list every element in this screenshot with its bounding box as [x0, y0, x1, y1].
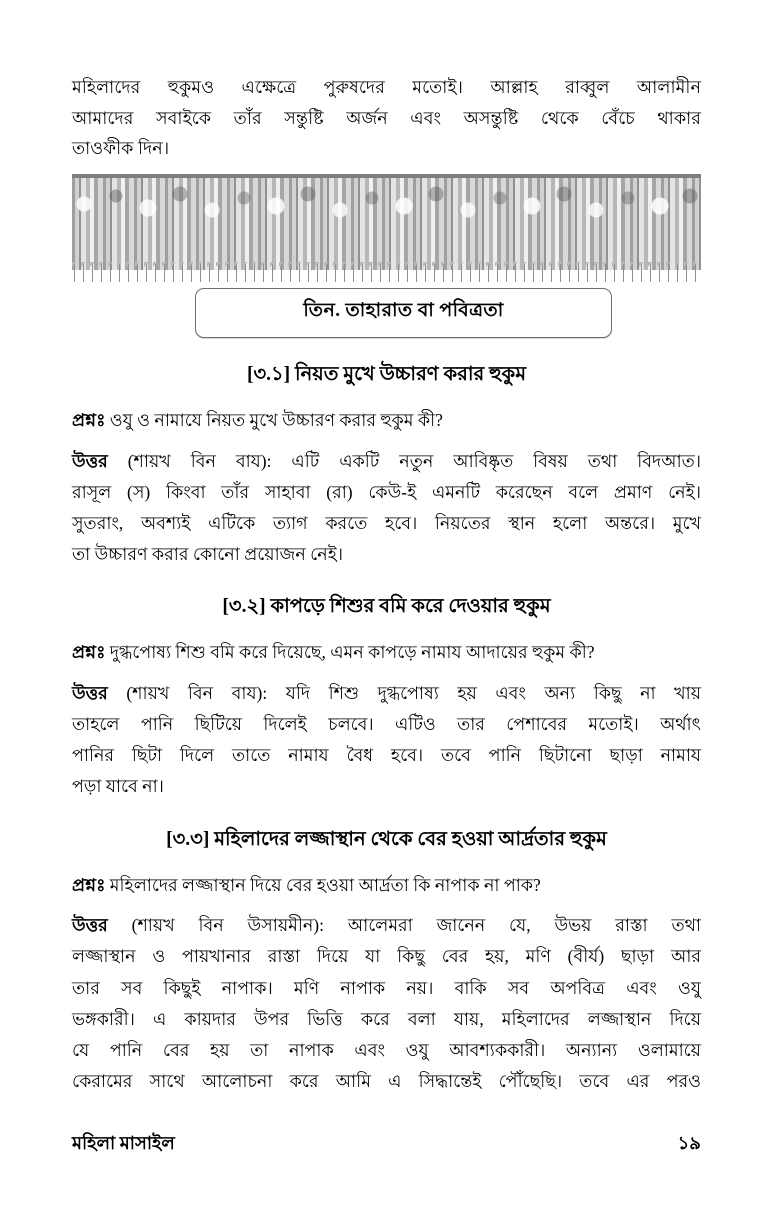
ornament-pattern	[72, 174, 701, 270]
answer-line: তা উচ্চারণ করার কোনো প্রয়োজন নেই।	[72, 544, 344, 565]
answer-line: রাসূল (স) কিংবা তাঁর সাহাবা (রা) কেউ-ই এমনটি করেছেন বলে প্রমাণ নেই।	[72, 481, 701, 502]
chapter-title: তিন. তাহারাত বা পবিত্রতা	[303, 299, 504, 321]
answer-line: ভঙ্গকারী। এ কায়দার উপর ভিত্তি করে বলা যায়, মহিলাদের লজ্জাস্থান দিয়ে	[72, 1008, 701, 1029]
intro-line: আমাদের সবাইকে তাঁর সন্তুষ্টি অর্জন এবং অসন্তুষ্টি থেকে বেঁচে থাকার	[72, 107, 701, 128]
answer-line: পানির ছিটা দিলে তাতে নামায বৈধ হবে। তবে পানি ছিটানো ছাড়া নামায	[72, 745, 701, 766]
footer-book-title: মহিলা মাসাইল	[72, 1133, 175, 1153]
answer-first-line	[72, 910, 701, 941]
answer-line: এটি একটি নতুন আবিষ্কৃত বিষয় তথা বিদআত।	[291, 450, 702, 471]
intro-line: মহিলাদের হুকুমও এক্ষেত্রে পুরুষদের মতোই। আল্লাহ রাব্বুল আলামীন	[72, 77, 701, 97]
section-heading-3-2: [৩.২] কাপড়ে শিশুর বমি করে দেওয়ার হুকুম	[222, 596, 551, 618]
question-3-1	[72, 406, 701, 436]
answer-3-2	[72, 678, 701, 803]
answer-line: তার সব কিছুই নাপাক। মণি নাপাক নয়। বাকি সব অপবিত্র এবং ওযু	[72, 977, 701, 998]
answer-first-line	[72, 678, 701, 709]
footer-page-number: ১৯	[677, 1133, 701, 1153]
question-label: প্রশ্নঃ	[72, 409, 106, 430]
page-footer	[72, 1129, 701, 1160]
answer-label: উত্তর	[72, 915, 108, 936]
decorative-border-ornament	[72, 174, 701, 282]
answer-line: আলেমরা জানেন যে, উভয় রাস্তা তথা	[347, 915, 702, 936]
answer-line: সুতরাং, অবশ্যই এটিকে ত্যাগ করতে হবে। নিয়তের স্থান হলো অন্তরে। মুখে	[72, 512, 701, 533]
question-text: মহিলাদের লজ্জাস্থান দিয়ে বের হওয়া আর্দ্রতা কি নাপাক না পাক?	[109, 874, 541, 895]
question-3-2	[72, 638, 701, 668]
answer-line: কেরামের সাথে আলোচনা করে আমি এ সিদ্ধান্তেই পৌঁছেছি। তবে এর পরও	[72, 1070, 701, 1091]
answer-3-3	[72, 910, 701, 1097]
answer-line: যদি শিশু দুগ্ধপোষ্য হয় এবং অন্য কিছু না খায়	[285, 682, 702, 703]
intro-paragraph	[72, 72, 701, 164]
answer-line: তাহলে পানি ছিটিয়ে দিলেই চলবে। এটিও তার পেশাবের মতোই। অর্থাৎ	[72, 714, 701, 735]
ornament-fringe	[72, 262, 701, 282]
answer-3-1	[72, 446, 701, 571]
ornament-top-rule	[72, 174, 701, 178]
answer-label: উত্তর	[72, 682, 108, 703]
answer-line: পড়া যাবে না।	[72, 776, 164, 797]
chapter-title-box	[195, 288, 612, 338]
answer-source: (শায়খ বিন বায):	[126, 682, 268, 703]
question-text: ওযু ও নামাযে নিয়ত মুখে উচ্চারণ করার হুকুম কী?	[109, 409, 443, 430]
section-heading-3-3: [৩.৩] মহিলাদের লজ্জাস্থান থেকে বের হওয়া আর্দ্রতার হুকুম	[166, 828, 607, 850]
question-label: প্রশ্নঃ	[72, 642, 106, 663]
intro-line: তাওফীক দিন।	[72, 138, 170, 159]
answer-label: উত্তর	[72, 450, 108, 471]
question-label: প্রশ্নঃ	[72, 874, 106, 895]
answer-source: (শায়খ বিন উসায়মীন):	[131, 915, 324, 936]
answer-line: যে পানি বের হয় তা নাপাক এবং ওযু আবশ্যককারী। অন্যান্য ওলামায়ে	[72, 1039, 701, 1060]
answer-source: (শায়খ বিন বায):	[127, 450, 272, 471]
question-text: দুগ্ধপোষ্য শিশু বমি করে দিয়েছে, এমন কাপড়ে নামায আদায়ের হুকুম কী?	[109, 642, 595, 663]
answer-first-line	[72, 446, 701, 477]
question-3-3	[72, 871, 701, 901]
answer-line: লজ্জাস্থান ও পায়খানার রাস্তা দিয়ে যা কিছু বের হয়, মণি (বীর্য) ছাড়া আর	[72, 946, 701, 967]
section-heading-3-1: [৩.১] নিয়ত মুখে উচ্চারণ করার হুকুম	[246, 363, 527, 385]
